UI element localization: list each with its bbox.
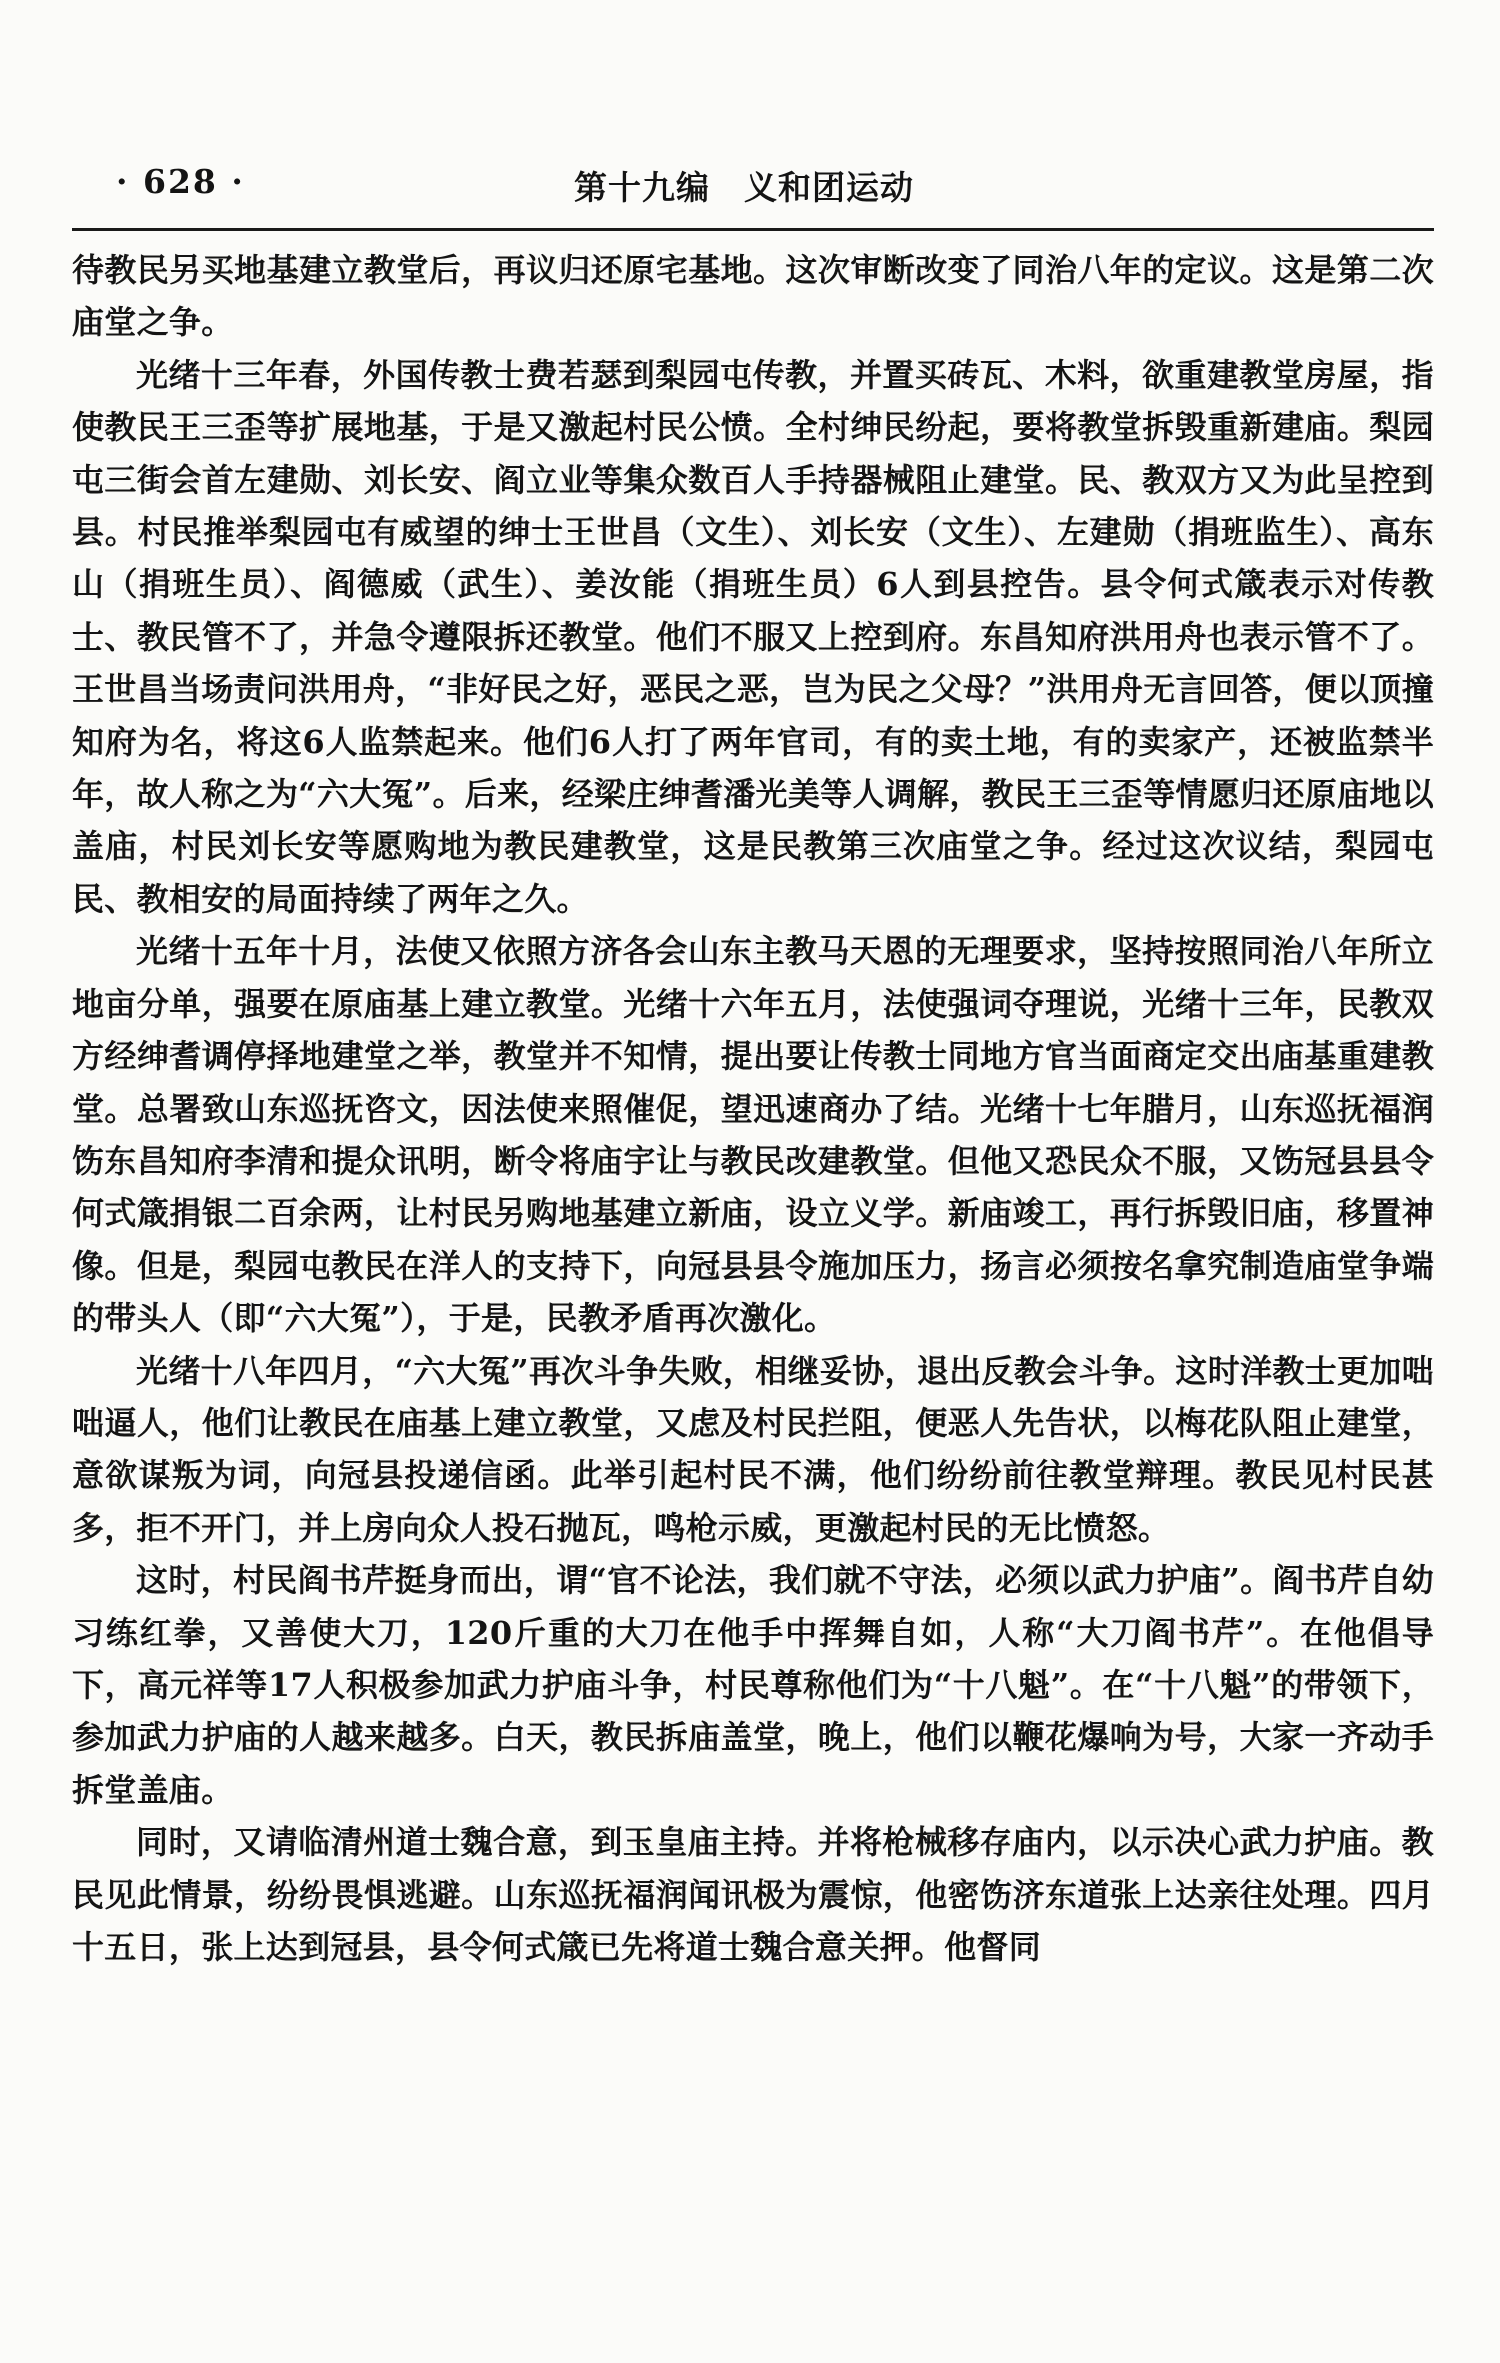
- page-number: · 628 ·: [116, 162, 245, 201]
- paragraph: 同时，又请临清州道士魏合意，到玉皇庙主持。并将枪械移存庙内，以示决心武力护庙。教民见此情景，纷纷畏惧逃避。山东巡抚福润闻讯极为震惊，他密饬济东道张上达亲往处理。四月十五日，张上达到冠县，县令何式箴已先将道士魏合意关押。他督同: [72, 1823, 1434, 1966]
- paragraph: 这时，村民阎书芹挺身而出，谓“官不论法，我们就不守法，必须以武力护庙”。阎书芹自幼习练红拳，又善使大刀，120斤重的大刀在他手中挥舞自如，人称“大刀阎书芹”。在他倡导下，高元祥等17人积极参加武力护庙斗争，村民尊称他们为“十八魁”。在“十八魁”的带领下，参加武力护庙的人越来越多。白天，教民拆庙盖堂，晚上，他们以鞭花爆响为号，大家一齐动手拆堂盖庙。: [72, 1561, 1434, 1809]
- paragraph: 光绪十八年四月，“六大冤”再次斗争失败，相继妥协，退出反教会斗争。这时洋教士更加咄咄逼人，他们让教民在庙基上建立教堂，又虑及村民拦阻，便恶人先告状，以梅花队阻止建堂，意欲谋叛为词，向冠县投递信函。此举引起村民不满，他们纷纷前往教堂辩理。教民见村民甚多，拒不开门，并上房向众人投石抛瓦，鸣枪示威，更激起村民的无比愤怒。: [72, 1351, 1434, 1547]
- paragraph: 光绪十五年十月，法使又依照方济各会山东主教马天恩的无理要求，坚持按照同治八年所立地亩分单，强要在原庙基上建立教堂。光绪十六年五月，法使强词夺理说，光绪十三年，民教双方经绅耆调停择地建堂之举，教堂并不知情，提出要让传教士同地方官当面商定交出庙基重建教堂。总署致山东巡抚咨文，因法使来照催促，望迅速商办了结。光绪十七年腊月，山东巡抚福润饬东昌知府李清和提众讯明，断令将庙宇让与教民改建教堂。但他又恐民众不服，又饬冠县县令何式箴捐银二百余两，让村民另购地基建立新庙，设立义学。新庙竣工，再行拆毁旧庙，移置神像。但是，梨园屯教民在洋人的支持下，向冠县县令施加压力，扬言必须按名拿究制造庙堂争端的带头人（即“六大冤”），于是，民教矛盾再次激化。: [72, 932, 1434, 1338]
- paragraph: 光绪十三年春，外国传教士费若瑟到梨园屯传教，并置买砖瓦、木料，欲重建教堂房屋，指使教民王三歪等扩展地基，于是又激起村民公愤。全村绅民纷起，要将教堂拆毁重新建庙。梨园屯三街会首左建勋、刘长安、阎立业等集众数百人手持器械阻止建堂。民、教双方又为此呈控到县。村民推举梨园屯有威望的绅士王世昌（文生）、刘长安（文生）、左建勋（捐班监生）、高东山（捐班生员）、阎德威（武生）、姜汝能（捐班生员）6人到县控告。县令何式箴表示对传教士、教民管不了，并急令遵限拆还教堂。他们不服又上控到府。东昌知府洪用舟也表示管不了。王世昌当场责问洪用舟，“非好民之好，恶民之恶，岂为民之父母？”洪用舟无言回答，便以顶撞知府为名，将这6人监禁起来。他们6人打了两年官司，有的卖土地，有的卖家产，还被监禁半年，故人称之为“六大冤”。后来，经梁庄绅耆潘光美等人调解，教民王三歪等情愿归还原庙地以盖庙，村民刘长安等愿购地为教民建教堂，这是民教第三次庙堂之争。经过这次议结，梨园屯民、教相安的局面持续了两年之久。: [72, 355, 1434, 918]
- page-header: [116, 162, 1434, 210]
- paragraph: 待教民另买地基建立教堂后，再议归还原宅基地。这次审断改变了同治八年的定议。这是第二次庙堂之争。: [72, 251, 1434, 342]
- header-rule: [72, 228, 1434, 231]
- body-text: [72, 244, 1434, 1973]
- running-title: 第十九编 义和团运动: [574, 168, 914, 207]
